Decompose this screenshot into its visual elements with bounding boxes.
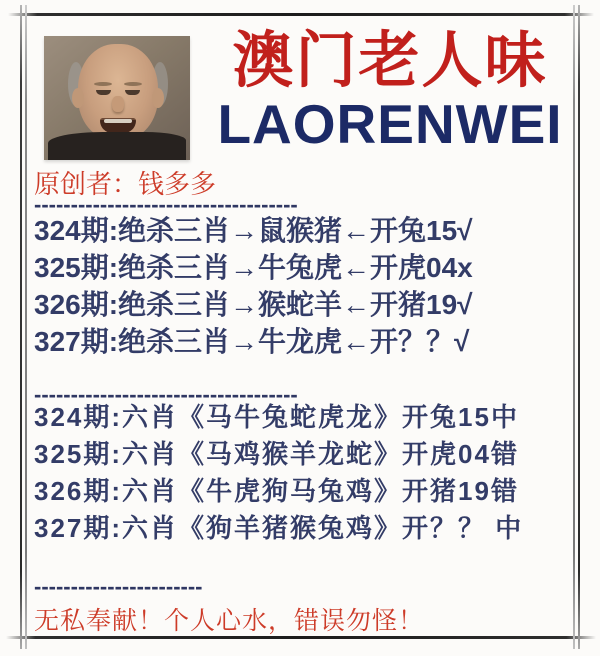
photo-ear [152,88,164,108]
divider-dashed: ------------------------------------ [34,192,298,217]
prediction-row: 324期:六肖《马牛兔蛇虎龙》开兔15中 [34,402,519,432]
prediction-row: 324期:绝杀三肖→鼠猴猪←开兔15√ [34,215,473,246]
photo-teeth [104,119,132,123]
prediction-row: 327期:六肖《狗羊猪猴兔鸡》开？？ 中 [34,513,524,543]
photo-jacket [48,132,186,160]
photo-eyebrow [124,82,142,86]
divider-dashed: ------------------------------------ [34,382,298,407]
prediction-row: 326期:六肖《牛虎狗马兔鸡》开猪19错 [34,476,519,506]
frame-line-left-outer [20,5,22,649]
frame-line-top [8,13,594,16]
photo-ear [72,88,84,108]
section-juesha-sanxiao [34,212,473,360]
photo-eyebrow [94,82,112,86]
footer-disclaimer: 无私奉献！个人心水，错误勿怪！ [34,607,425,635]
divider-dashed-short: ----------------------- [34,574,203,599]
prediction-row: 326期:绝杀三肖→猴蛇羊←开猪19√ [34,289,473,320]
section-liuxiao [34,399,523,547]
page-title-latin: LAORENWEI [217,93,563,155]
author-line: 原创者：钱多多 [34,169,217,199]
frame-line-left-inner [25,5,27,649]
photo-nose [112,96,124,112]
prediction-row: 325期:绝杀三肖→牛兔虎←开虎04x [34,252,473,283]
old-man-photo [44,36,190,160]
prediction-row: 327期:绝杀三肖→牛龙虎←开？？√ [34,326,470,357]
prediction-row: 325期:六肖《马鸡猴羊龙蛇》开虎04错 [34,439,519,469]
page-title-chinese: 澳门老人味 [232,26,548,94]
